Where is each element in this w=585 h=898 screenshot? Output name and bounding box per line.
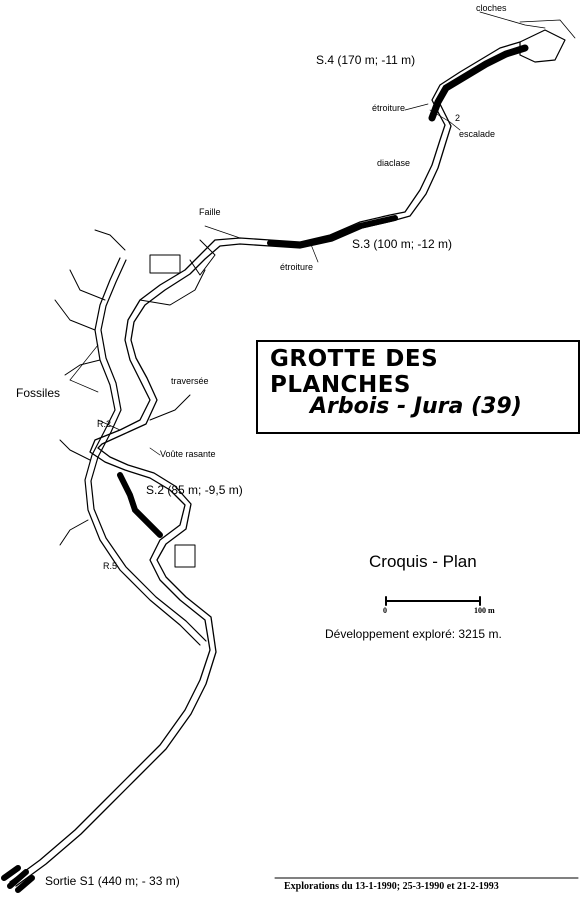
map-type: Croquis - Plan	[369, 552, 477, 571]
fossiles-leader-1	[70, 380, 98, 392]
label-cloches: cloches	[476, 3, 507, 13]
label-sump-s2: S.2 (85 m; -9,5 m)	[146, 483, 243, 497]
side-passage-4	[95, 230, 125, 250]
fossiles-leader-2	[70, 345, 98, 380]
development-length: Développement exploré: 3215 m.	[325, 627, 502, 641]
label-escalade-number: 2	[455, 113, 461, 123]
label-fossiles: Fossiles	[16, 386, 61, 400]
label-sortie: Sortie S1 (440 m; - 33 m)	[45, 874, 180, 888]
faille-leader	[205, 226, 240, 238]
explorations-dates: Explorations du 13-1-1990; 25-3-1990 et 21-2-1993	[284, 881, 499, 892]
scale-bar	[386, 597, 480, 605]
gallery-wall-inner	[16, 48, 525, 886]
label-r2: R.2	[97, 419, 112, 429]
label-r5: R.5	[103, 561, 118, 571]
chamber-2	[175, 545, 195, 567]
side-passage-6	[60, 520, 88, 545]
cloches-leader-2	[520, 20, 575, 38]
label-sump-s3: S.3 (100 m; -12 m)	[352, 237, 453, 251]
side-passage-3	[70, 270, 105, 300]
label-faille: Faille	[199, 207, 221, 217]
side-passage-1	[55, 300, 95, 330]
scale-start: 0	[383, 606, 387, 615]
label-etroiture-mid: étroiture	[280, 262, 314, 272]
map-title: GROTTE DES PLANCHES	[270, 346, 439, 398]
label-escalade: escalade	[459, 129, 496, 139]
label-sump-s4: S.4 (170 m; -11 m)	[316, 53, 416, 67]
sump-entrance	[4, 868, 32, 890]
voute-leader	[150, 448, 160, 455]
chamber-1	[150, 255, 180, 273]
side-passage-5	[60, 440, 90, 460]
label-traversee: traversée	[171, 376, 209, 386]
side-passage-2	[65, 360, 100, 375]
gallery-wall-outer	[10, 42, 520, 882]
cloches-leader	[480, 12, 545, 28]
etroiture-leader	[405, 104, 428, 110]
side-passage-8	[140, 270, 205, 305]
label-diaclase: diaclase	[377, 158, 411, 168]
label-etroiture-top: étroiture	[372, 103, 406, 113]
sump-s4	[432, 48, 525, 118]
map-subtitle: Arbois - Jura (39)	[310, 394, 522, 419]
scale-end: 100 m	[474, 606, 495, 615]
label-voute-rasante: Voûte rasante	[160, 449, 216, 459]
